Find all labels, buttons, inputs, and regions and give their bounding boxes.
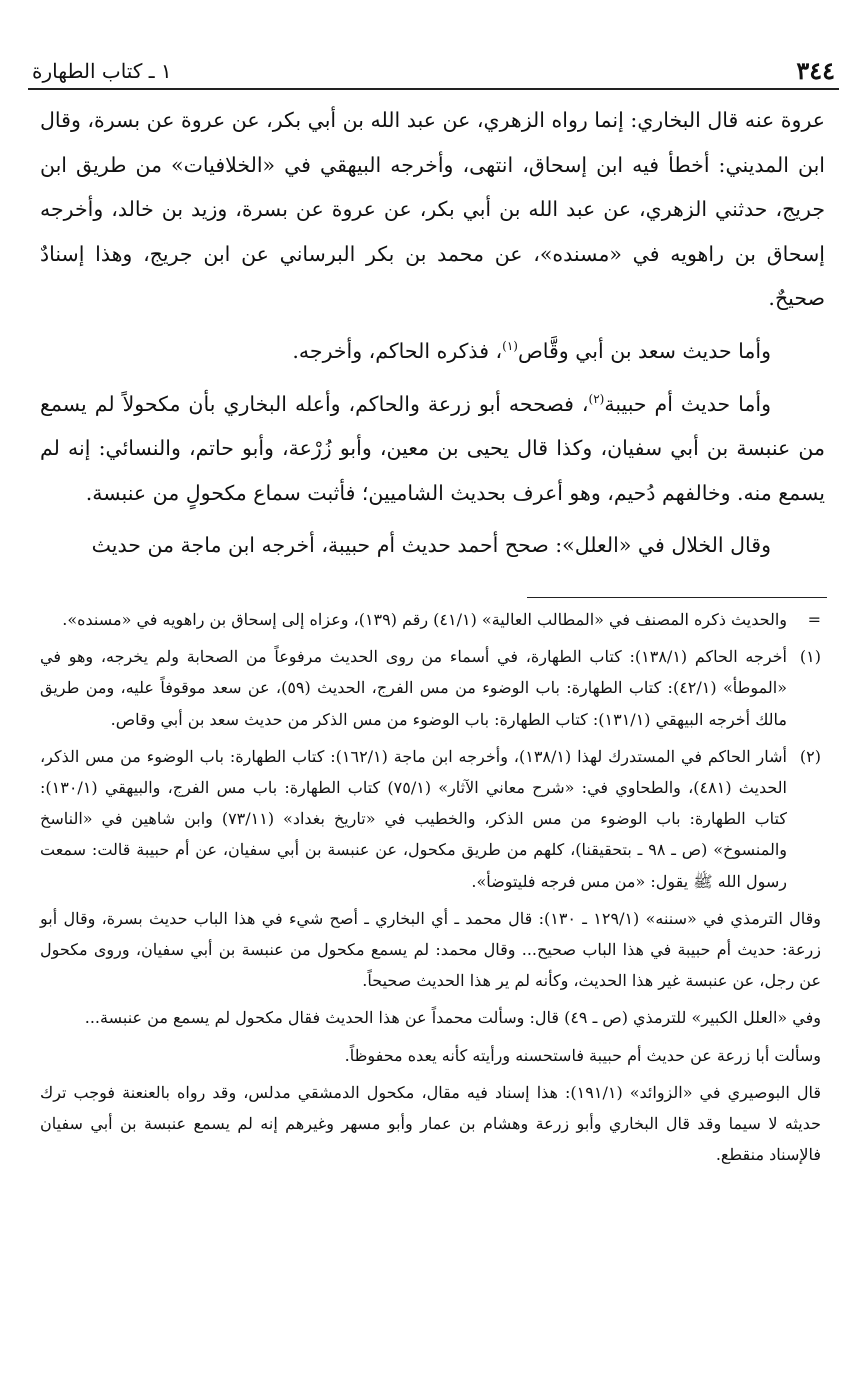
footnote-text: أشار الحاكم في المستدرك لهذا (١٣٨/١)، وأخرجه ابن ماجة (١٦٢/١): كتاب الطهارة: باب الوضوء من مس الذكر، الحديث (٤٨١)، والطحاوي في: «شرح معاني الآثار» (٧٥/١) كتاب الطهارة: باب مس الفرج، والبيهقي (١٣٠/١): كتاب الطهارة: باب الوضوء من مس الذكر، والخطيب في «تاريخ بغداد» (٧٣/١١) وابن شاهين في «الناسخ والمنسوخ» (ص ـ ٩٨ ـ بتحقيقنا)، كلهم من طريق مكحول، عن عنبسة بن أبي سفيان، عن أم حبيبة قالت: سمعت رسول الله ﷺ يقول: «من مس فرجه فليتوضأ». [40,746,788,891]
footnote-paragraph: وفي «العلل الكبير» للترمذي (ص ـ ٤٩) قال: وسألت محمداً عن هذا الحديث فقال مكحول لم يسمع من عنبسة... [84,1008,821,1028]
footnote-marker: (١) [799,647,821,667]
paragraph-2-before: وأما حديث سعد بن أبي وقَّاص [517,338,771,363]
page-number: ٣٤٤ [796,56,835,85]
main-paragraph-4: وقال الخلال في «العلل»: صحح أحمد حديث أم حبيبة، أخرجه ابن ماجة من حديث [91,533,771,558]
footnotes [40,604,821,1176]
footnote-marker: = [807,610,821,629]
header-rule [28,88,839,90]
paragraph-3-after: ، فصححه أبو زرعة والحاكم، وأعله البخاري بأن مكحولاً لم يسمع من عنبسة بن أبي سفيان، وكذا قال يحيى بن معين، وأبو زُرْعة، وأبو حاتم، والنسائي: إنه لم يسمع منه. وخالفهم دُحيم، وهو أعرف بحديث الشاميين؛ فأثبت سماع مكحولٍ من عنبسة. [40,391,825,505]
main-paragraph-1: عروة عنه قال البخاري: إنما رواه الزهري، عن عبد الله بن أبي بكر، عن عروة عن بسرة، وقال ابن المديني: أخطأ فيه ابن إسحاق، انتهى، وأخرجه البيهقي في «الخلافيات» من طريق ابن جريج، حدثني الزهري، عن عبد الله بن أبي بكر، عن عروة عن بسرة، وزيد بن خالد، وأخرجه إسحاق بن راهويه في «مسنده»، عن محمد بن بكر البرساني عن ابن جريج، وهذا إسنادٌ صحيحٌ. [40,108,825,311]
footnote-paragraph: قال البوصيري في «الزوائد» (١٩١/١): هذا إسناد فيه مقال، مكحول الدمشقي مدلس، وقد رواه بالعنعنة فوجب ترك حديثه لا سيما وقد قال البخاري وأبو زرعة وهشام بن عمار وأبو مسهر وغيرهم إنه لم يسمع عنبسة بن أبي سفيان فالإسناد منقطع. [40,1082,822,1165]
footnote-ref-1[interactable]: (١) [502,339,518,354]
footnote-continuation [40,604,821,635]
footnote-1 [40,641,821,735]
footnote-separator [527,597,827,598]
footnote-text: والحديث ذكره المصنف في «المطالب العالية» (٤١/١) رقم (١٣٩)، وعزاه إلى إسحاق بن راهويه في «مسنده». [62,610,787,629]
running-title: ١ ـ كتاب الطهارة [32,59,172,83]
main-text [40,98,825,568]
footnote-marker: (٢) [799,746,821,766]
paragraph-2-after: ، فذكره الحاكم، وأخرجه. [292,338,503,363]
footnote-paragraph: وسألت أبا زرعة عن حديث أم حبيبة فاستحسنه ورأيته كأنه يعده محفوظاً. [344,1045,821,1065]
page-header [32,50,835,86]
main-paragraph-3 [40,382,825,516]
footnote-ref-2[interactable]: (٢) [588,391,605,406]
paragraph-3-before: وأما حديث أم حبيبة [604,391,772,416]
footnote-2 [40,741,821,897]
main-paragraph-2 [40,329,825,374]
footnote-paragraph: وقال الترمذي في «سننه» (١٢٩/١ ـ ١٣٠): قال محمد ـ أي البخاري ـ أصح شيء في هذا الباب حديث بسرة، وقال أبو زرعة: حديث أم حبيبة في هذا الباب صحيح... وقال محمد: لم يسمع مكحول من عنبسة بن أبي سفيان، وروى مكحول عن رجل، عن عنبسة غير هذا الحديث، وكأنه لم ير هذا الحديث صحيحاً. [40,908,822,991]
footnote-text: أخرجه الحاكم (١٣٨/١): كتاب الطهارة، في أسماء من روى الحديث مرفوعاً من الصحابة ولم يخرجه، وهو في «الموطأ» (٤٢/١): كتاب الطهارة: باب الوضوء من مس الفرج، الحديث (٥٩)، عن سعد موقوفاً عليه، ومن طريق مالك أخرجه البيهقي (١٣١/١): كتاب الطهارة: باب الوضوء من مس الذكر من حديث سعد بن أبي وقاص. [40,647,787,729]
